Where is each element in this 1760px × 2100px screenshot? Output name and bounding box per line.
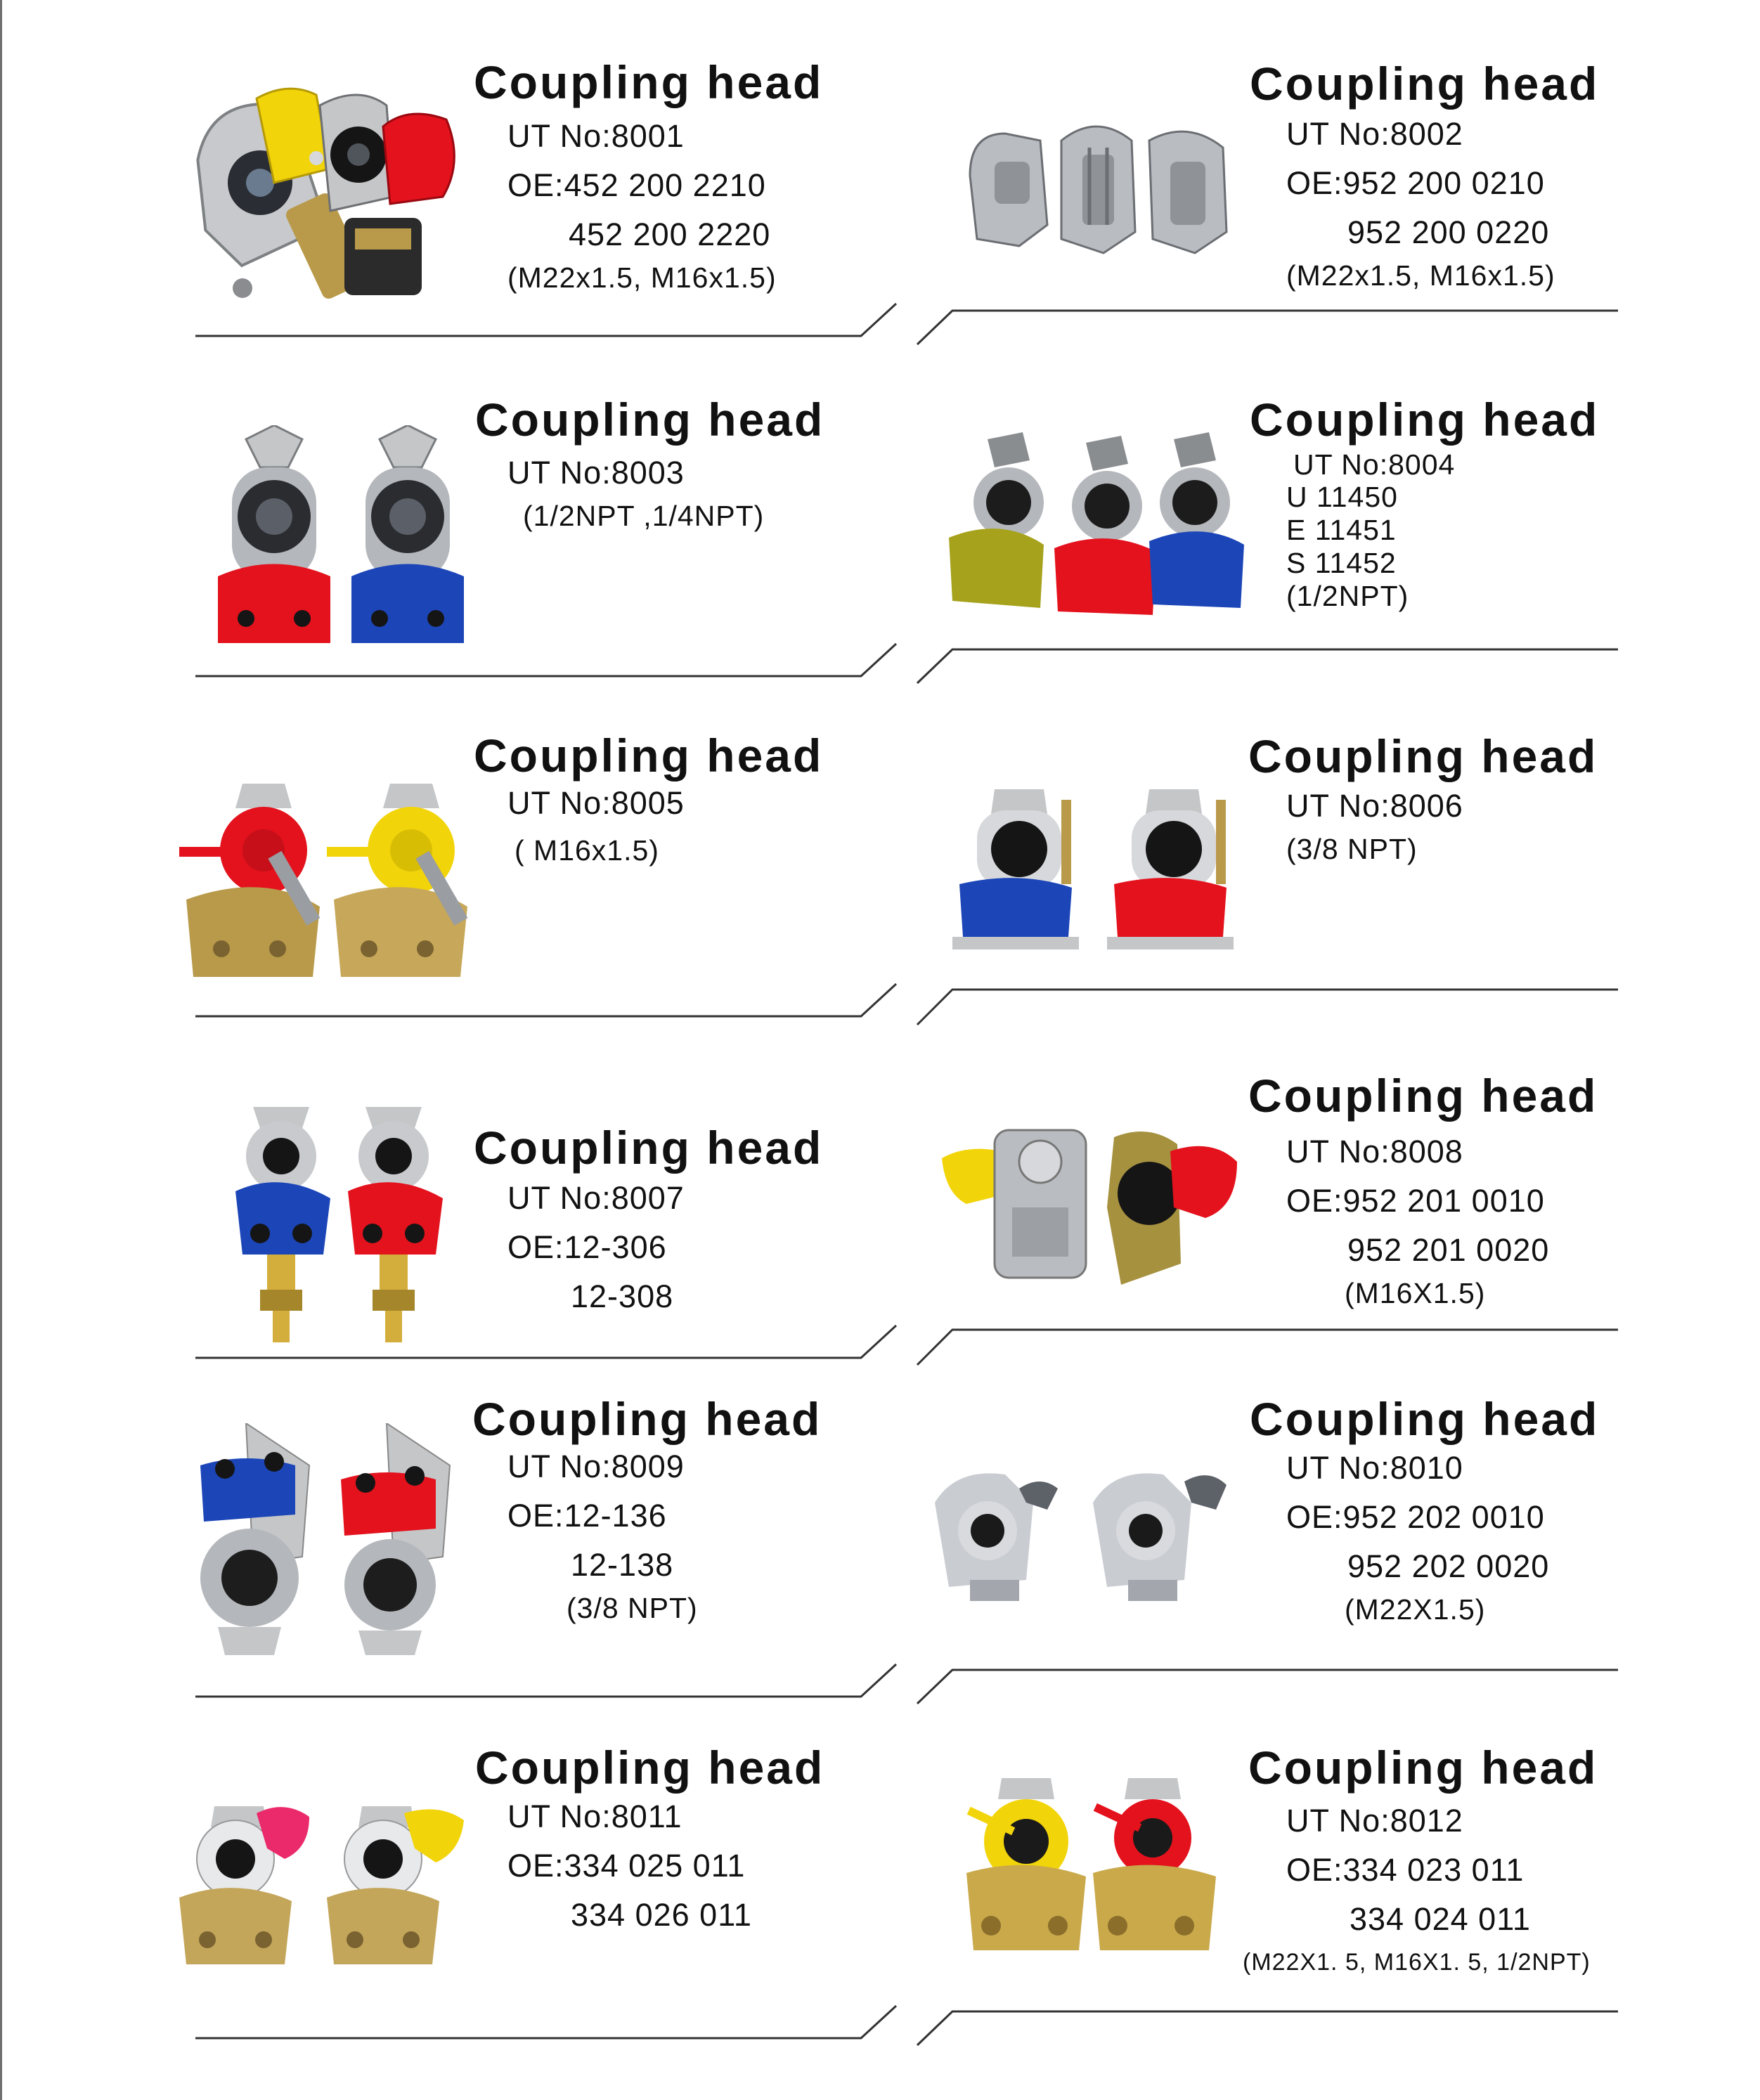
oe-number: OE:952 202 0010 bbox=[1286, 1499, 1545, 1535]
ut-number: UT No:8011 bbox=[507, 1798, 682, 1834]
page-left-border bbox=[0, 0, 2, 2100]
separator-left-row-5 bbox=[195, 1664, 896, 1697]
thread-spec: (M22X1.5) bbox=[1345, 1593, 1486, 1626]
ut-number: UT No:8004 bbox=[1293, 448, 1456, 481]
ut-number: UT No:8001 bbox=[507, 118, 685, 154]
oe-number: OE:952 201 0010 bbox=[1286, 1183, 1545, 1219]
separator-right-row-5 bbox=[917, 1670, 1618, 1704]
product-title: Coupling head bbox=[1248, 1742, 1598, 1794]
oe-number-alt: 452 200 2220 bbox=[569, 216, 771, 252]
coupling-heads-yellow-red-cap-photo bbox=[938, 1123, 1241, 1299]
oe-number-alt: 952 202 0020 bbox=[1347, 1548, 1550, 1584]
product-title: Coupling head bbox=[1250, 394, 1600, 446]
oe-number: OE:12-136 bbox=[507, 1498, 667, 1534]
oe-number-alt: 952 200 0220 bbox=[1347, 214, 1550, 250]
oe-number: OE:952 200 0210 bbox=[1286, 165, 1545, 201]
thread-spec: (3/8 NPT) bbox=[1286, 833, 1418, 865]
ut-number: UT No:8007 bbox=[507, 1180, 685, 1216]
oe-number: OE:334 025 011 bbox=[507, 1848, 746, 1884]
coupling-heads-angled-mount-photo bbox=[197, 1423, 478, 1662]
product-title: Coupling head bbox=[474, 730, 824, 782]
coupling-heads-red-blue-photo bbox=[211, 425, 478, 657]
product-title: Coupling head bbox=[1248, 1070, 1598, 1122]
thread-spec: ( M16x1.5) bbox=[515, 834, 659, 867]
coupling-heads-assorted-photo bbox=[176, 77, 471, 316]
separator-right-row-6 bbox=[917, 2011, 1618, 2045]
thread-spec: (1/2NPT ,1/4NPT) bbox=[523, 500, 765, 532]
product-title: Coupling head bbox=[475, 394, 825, 446]
oe-number: OE:334 023 011 bbox=[1286, 1852, 1525, 1888]
coupling-heads-yellow-red-blue-photo bbox=[945, 432, 1248, 622]
oe-number: OE:452 200 2210 bbox=[507, 167, 766, 203]
ut-number: UT No:8003 bbox=[507, 455, 685, 491]
oe-number-alt: 952 201 0020 bbox=[1347, 1232, 1550, 1268]
product-title: Coupling head bbox=[474, 1122, 824, 1174]
separator-right-row-2 bbox=[917, 649, 1618, 683]
oe-number-alt: 334 024 011 bbox=[1350, 1901, 1531, 1937]
ref-number-s: S 11452 bbox=[1286, 547, 1397, 579]
oe-number: OE:12-306 bbox=[507, 1229, 667, 1265]
ut-number: UT No:8005 bbox=[507, 785, 685, 821]
separator-right-row-4 bbox=[917, 1330, 1618, 1365]
product-title: Coupling head bbox=[474, 56, 824, 108]
separator-right-row-3 bbox=[917, 990, 1618, 1025]
oe-number-alt: 334 026 011 bbox=[571, 1897, 752, 1933]
separator-left-row-6 bbox=[195, 2006, 896, 2038]
product-title: Coupling head bbox=[472, 1393, 822, 1445]
thread-spec: (M22X1. 5, M16X1. 5, 1/2NPT) bbox=[1243, 1949, 1591, 1976]
product-title: Coupling head bbox=[1250, 1393, 1600, 1445]
coupling-head-castings-photo bbox=[956, 112, 1237, 260]
coupling-heads-aluminium-photo bbox=[928, 1460, 1244, 1608]
thread-spec: (1/2NPT) bbox=[1286, 580, 1409, 612]
ref-number-u: U 11450 bbox=[1286, 481, 1398, 513]
ut-number: UT No:8012 bbox=[1286, 1803, 1463, 1839]
ref-number-e: E 11451 bbox=[1286, 514, 1397, 546]
coupling-heads-blue-red-bracket-photo bbox=[945, 786, 1248, 958]
ut-number: UT No:8006 bbox=[1286, 788, 1463, 824]
product-title: Coupling head bbox=[475, 1742, 825, 1794]
ut-number: UT No:8008 bbox=[1286, 1134, 1463, 1169]
ut-number: UT No:8009 bbox=[507, 1448, 685, 1484]
ut-number: UT No:8010 bbox=[1286, 1450, 1463, 1486]
coupling-heads-red-yellow-lever-photo bbox=[179, 780, 474, 991]
coupling-heads-red-yellow-caps-photo bbox=[172, 1799, 474, 1975]
coupling-heads-brass-fitting-photo bbox=[232, 1100, 471, 1346]
thread-spec: (3/8 NPT) bbox=[567, 1592, 698, 1624]
thread-spec: (M22x1.5, M16x1.5) bbox=[507, 261, 777, 294]
product-title: Coupling head bbox=[1248, 730, 1598, 782]
product-title: Coupling head bbox=[1250, 58, 1600, 110]
thread-spec: (M22x1.5, M16x1.5) bbox=[1286, 259, 1555, 292]
coupling-heads-gold-caps-photo bbox=[959, 1775, 1227, 1961]
separator-right-row-1 bbox=[917, 311, 1618, 344]
oe-number-alt: 12-138 bbox=[571, 1547, 674, 1583]
oe-number-alt: 12-308 bbox=[571, 1278, 674, 1314]
ut-number: UT No:8002 bbox=[1286, 116, 1463, 152]
thread-spec: (M16X1.5) bbox=[1345, 1277, 1486, 1309]
